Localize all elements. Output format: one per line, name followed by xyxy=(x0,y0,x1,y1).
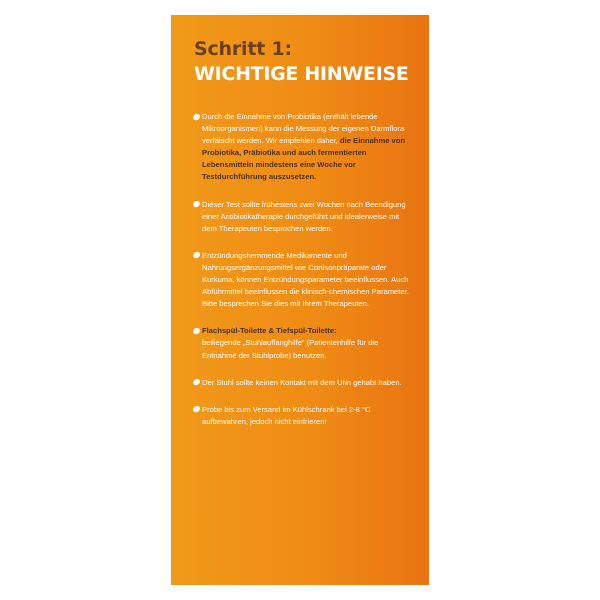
info-panel xyxy=(171,15,429,585)
hint-item-medication xyxy=(194,250,415,310)
hint-item-antibiotics xyxy=(194,199,415,235)
bullet-icon xyxy=(192,405,201,413)
hint-text: Der Stuhl sollte keinen Kontakt mit dem Urin gehabt haben. xyxy=(202,377,402,387)
hint-emphasis: die Einnahme von Probiotika, Präbiotika und auch fermentierten Lebensmitteln mindestens eine Woche vor Testdurchführung auszusetzen. xyxy=(202,136,406,182)
bullet-icon xyxy=(192,251,201,259)
hint-item-storage xyxy=(194,404,415,428)
hint-text: Dieser Test sollte frühestens zwei Wochen nach Beendigung einer Antibiotikatherapie durchgeführt und idealerweise mit dem Therapeuten besprochen werden. xyxy=(202,199,406,233)
bullet-icon xyxy=(192,200,201,208)
hint-item-toilet xyxy=(194,325,415,361)
hint-list xyxy=(194,111,415,428)
hint-text: Durch die Einnahme von Probiotika (enthält lebende Mikroorganismen) kann die Messung der eigenen Darmflora verfälscht werden. Wir empfehlen daher, xyxy=(202,112,405,146)
hint-lead: Flachspül-Toilette & Tiefspül-Toilette: xyxy=(202,326,337,336)
bullet-icon xyxy=(192,113,201,121)
bullet-icon xyxy=(192,327,201,335)
hint-text: beiliegende „Stuhlauffanghilfe“ (Patientenhilfe für die Entnahme der Stuhlprobe) benutzen. xyxy=(202,338,379,360)
hint-item-urine xyxy=(194,377,415,389)
hint-text: Entzündungshemmende Medikamente und Nahrungsergänzungsmittel wie Cortisonpräparate oder Kurkuma, können Entzündungsparameter beeinflussen. Auch Abführmittel beeinflussen die klinisch-chemischen Parameter. Bitte besprechen Sie dies mit Ihrem Therapeuten. xyxy=(202,250,409,309)
hint-text: Probe bis zum Versand im Kühlschrank bei 2-8 °C aufbewahren, jedoch nicht einfrieren! xyxy=(202,404,371,426)
hint-item-probiotics xyxy=(194,111,415,184)
step-label: Schritt 1: xyxy=(194,38,292,60)
bullet-icon xyxy=(192,378,201,386)
page-title: WICHTIGE HINWEISE xyxy=(194,63,409,85)
